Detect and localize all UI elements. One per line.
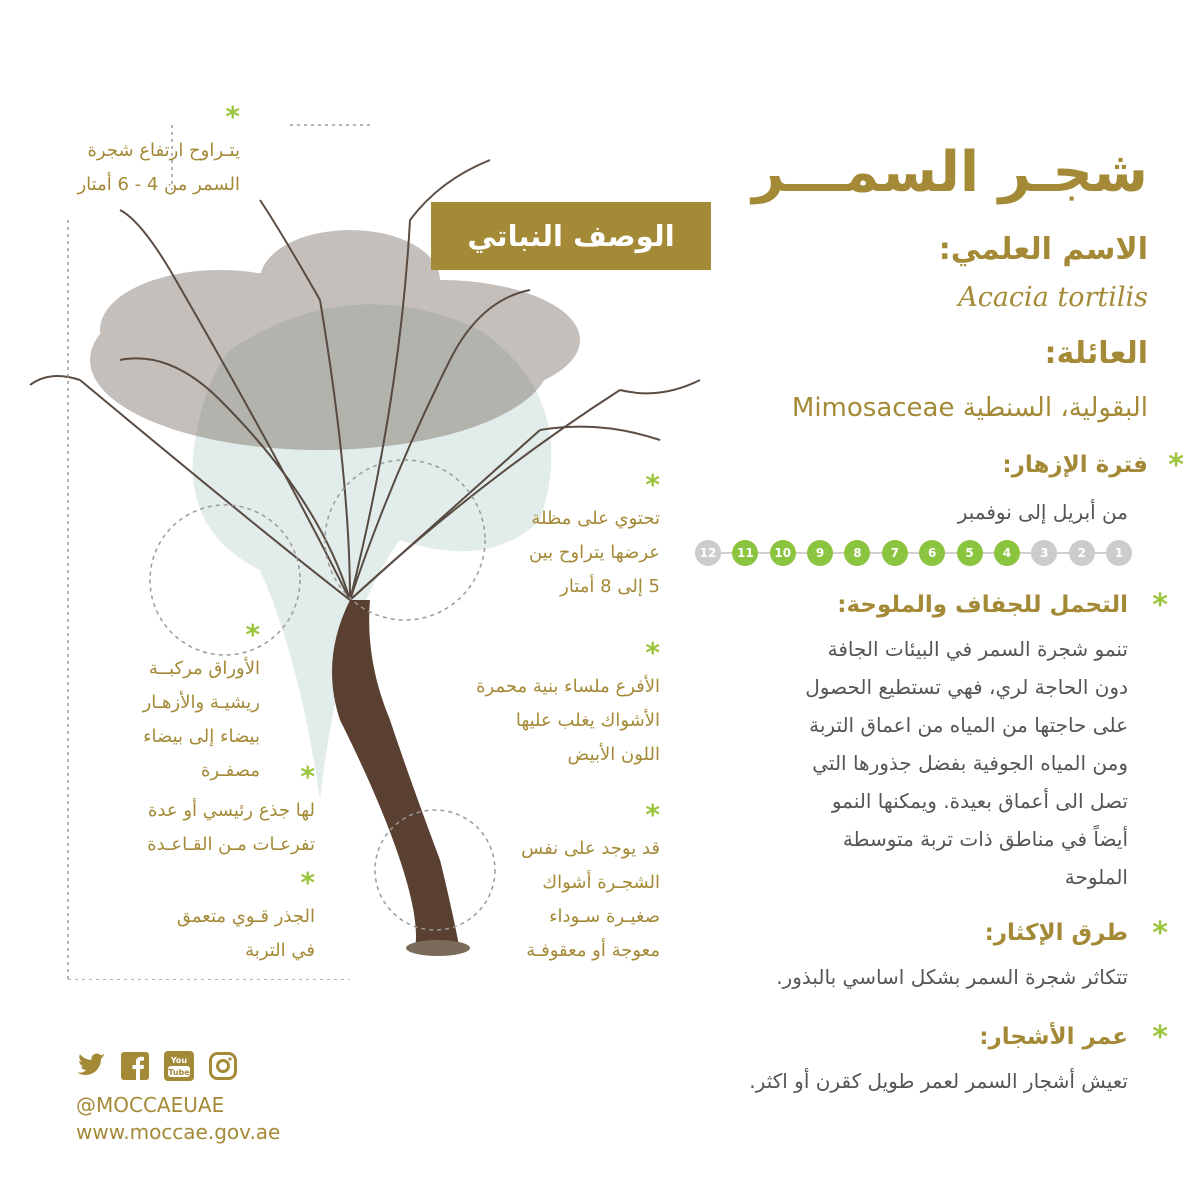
month-11: 11 (732, 540, 758, 566)
tolerance-line: على حاجتها من المياه من اعماق التربة (809, 713, 1128, 737)
tolerance-line: ومن المياه الجوفية بفضل جذورها التي (812, 751, 1128, 775)
propagation-title: طرق الإكثار: (984, 920, 1128, 946)
month-5: 5 (957, 540, 983, 566)
callout-line: الشجـرة أشواك (542, 872, 660, 893)
star-icon: * (1152, 916, 1168, 951)
scientific-name-value: Acacia tortilis (958, 282, 1148, 313)
flowering-text: من أبريل إلى نوفمبر (957, 500, 1128, 524)
flowering-title: فترة الإزهار: (1002, 452, 1148, 478)
tolerance-section (837, 588, 1168, 623)
callout-line: صغيـرة سـوداء (549, 906, 660, 927)
callout-line: الجذر قـوي متعمق (176, 906, 315, 927)
banner-text: الوصف النباتي (467, 219, 675, 253)
callout-line: الأفرع ملساء بنية محمرة (476, 676, 660, 697)
callout-line: يتـراوح ارتفاع شجرة (87, 140, 240, 161)
star-icon: * (245, 618, 260, 651)
tolerance-line: تصل الى أعماق بعيدة. ويمكنها النمو (831, 789, 1128, 813)
callout-line: قد يوجد على نفس (521, 838, 660, 859)
family-value: البقولية، السنطية Mimosaceae (791, 393, 1148, 423)
age-text: تعيش أشجار السمر لعمر طويل كقرن أو اكثر. (749, 1069, 1128, 1093)
callout-height (60, 100, 240, 202)
callout-branches (430, 636, 660, 772)
propagation-text: تتكاثر شجرة السمر بشكل اساسي بالبذور. (776, 965, 1128, 989)
twitter-icon[interactable] (75, 1050, 107, 1082)
tolerance-text (668, 630, 1128, 896)
star-icon: * (645, 798, 660, 831)
callout-line: اللون الأبيض (567, 744, 660, 765)
month-1: 1 (1106, 540, 1132, 566)
svg-text:You: You (170, 1056, 188, 1065)
callout-line: تفرعـات مـن القـاعـدة (147, 834, 315, 855)
star-icon: * (1152, 588, 1168, 623)
section-banner (431, 202, 711, 270)
instagram-icon[interactable] (207, 1050, 239, 1082)
month-12: 12 (695, 540, 721, 566)
youtube-icon[interactable] (163, 1050, 195, 1082)
star-icon: * (1168, 448, 1184, 483)
tolerance-line: تنمو شجرة السمر في البيئات الجافة (827, 637, 1128, 661)
svg-text:Tube: Tube (168, 1068, 190, 1077)
callout-line: ريشيـة والأزهـار (142, 692, 260, 713)
star-icon: * (645, 468, 660, 501)
callout-line: 5 إلى 8 أمتار (560, 576, 660, 597)
month-2: 2 (1069, 540, 1095, 566)
month-3: 3 (1031, 540, 1057, 566)
month-4: 4 (994, 540, 1020, 566)
callout-root (130, 866, 315, 968)
star-icon: * (645, 636, 660, 669)
star-icon: * (1152, 1020, 1168, 1055)
facebook-icon[interactable] (119, 1050, 151, 1082)
month-7: 7 (882, 540, 908, 566)
callout-line: عرضها يتراوح بين (528, 542, 660, 563)
scientific-name-label: الاسم العلمي: (938, 232, 1148, 267)
callout-line: معوجة أو معقوفـة (526, 940, 660, 961)
callout-line: تحتوي على مظلة (531, 508, 660, 529)
month-9: 9 (807, 540, 833, 566)
propagation-section (984, 916, 1168, 951)
callout-line: مصفـرة (201, 760, 260, 781)
callout-thorns (480, 798, 660, 968)
tolerance-line: الملوحة (1064, 865, 1128, 889)
social-handle[interactable]: @MOCCAEUAE (76, 1093, 225, 1117)
age-title: عمر الأشجار: (979, 1024, 1128, 1050)
callout-line: السمر من 4 - 6 أمتار (77, 174, 240, 195)
age-section (979, 1020, 1168, 1055)
tolerance-line: أيضاً في مناطق ذات تربة متوسطة (842, 827, 1128, 851)
callout-line: لها جذع رئيسي أو عدة (148, 800, 315, 821)
tolerance-title: التحمل للجفاف والملوحة: (837, 592, 1128, 618)
timeline-line (705, 552, 1122, 554)
family-label: العائلة: (1044, 336, 1148, 371)
months-timeline (695, 538, 1132, 568)
callout-line: بيضاء إلى بيضاء (143, 726, 260, 747)
callout-trunk (100, 760, 315, 862)
month-6: 6 (919, 540, 945, 566)
page-title: شجـر السمـــر (752, 140, 1148, 205)
callout-line: الأوراق مركبــة (148, 658, 260, 679)
star-icon: * (225, 100, 240, 133)
website-link[interactable]: www.moccae.gov.ae (76, 1120, 281, 1144)
month-10: 10 (770, 540, 796, 566)
callout-canopy (490, 468, 660, 604)
month-8: 8 (844, 540, 870, 566)
flowering-section (1002, 448, 1184, 483)
star-icon: * (300, 760, 315, 793)
callout-line: الأشواك يغلب عليها (515, 710, 660, 731)
star-icon: * (300, 866, 315, 899)
social-links (75, 1050, 239, 1082)
tolerance-line: دون الحاجة لري، فهي تستطيع الحصول (805, 675, 1128, 699)
callout-line: في التربة (245, 940, 315, 961)
